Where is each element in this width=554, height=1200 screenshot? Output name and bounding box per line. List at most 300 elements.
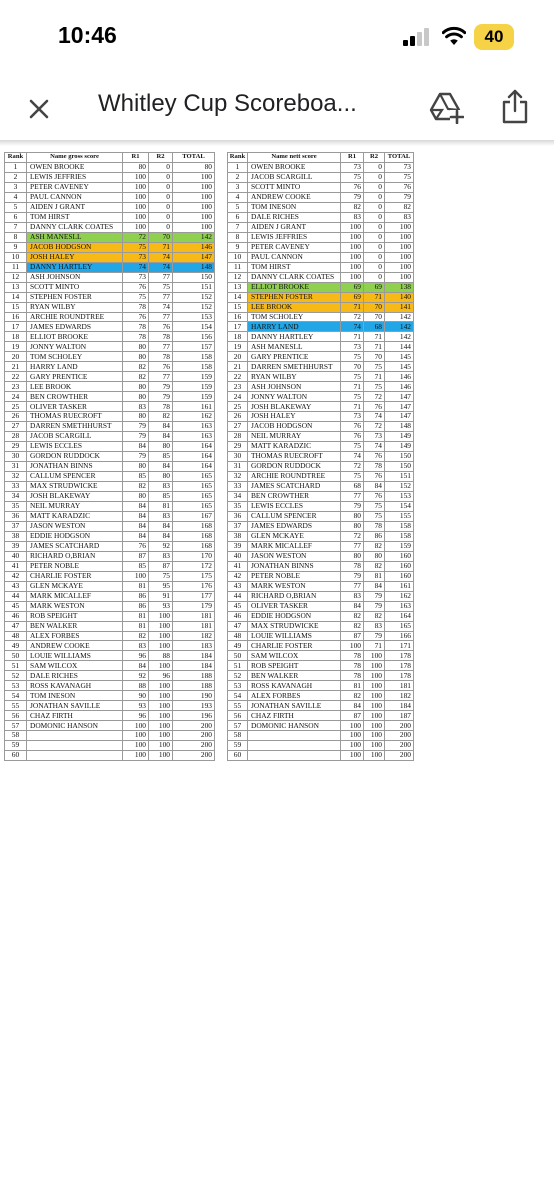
player-name-cell: RICHARD O,BRIAN: [248, 591, 341, 601]
table-row: [228, 352, 414, 362]
r2-cell: 100: [149, 741, 173, 751]
player-name-cell: JONATHAN BINNS: [27, 462, 123, 472]
table-row: [5, 521, 215, 531]
r2-cell: 100: [149, 681, 173, 691]
r2-cell: 87: [149, 561, 173, 571]
r2-cell: 71: [364, 342, 385, 352]
gross-score-table: [4, 152, 215, 761]
r1-cell: 80: [123, 392, 149, 402]
status-time: 10:46: [58, 22, 117, 48]
table-row: [5, 751, 215, 761]
player-name-cell: MAX STRUDWICKE: [248, 621, 341, 631]
r2-cell: 100: [364, 741, 385, 751]
r2-cell: 85: [149, 452, 173, 462]
r2-cell: 83: [149, 511, 173, 521]
rank-cell: 23: [5, 382, 27, 392]
player-name-cell: NEIL MURRAY: [27, 501, 123, 511]
r1-cell: 87: [341, 711, 364, 721]
r1-cell: 80: [341, 521, 364, 531]
rank-cell: 36: [228, 511, 248, 521]
r2-cell: 0: [364, 202, 385, 212]
r1-cell: 82: [341, 621, 364, 631]
r1-cell: 75: [123, 242, 149, 252]
rank-cell: 23: [228, 382, 248, 392]
rank-cell: 59: [228, 741, 248, 751]
total-cell: 148: [173, 262, 215, 272]
total-cell: 155: [385, 511, 414, 521]
table-row: [228, 172, 414, 182]
rank-cell: 33: [5, 481, 27, 491]
player-name-cell: [27, 741, 123, 751]
close-icon[interactable]: [22, 92, 56, 126]
r1-cell: 72: [123, 232, 149, 242]
rank-cell: 38: [228, 531, 248, 541]
r1-cell: 80: [341, 511, 364, 521]
rank-cell: 1: [5, 162, 27, 172]
table-row: [5, 172, 215, 182]
r2-cell: 83: [149, 551, 173, 561]
rank-cell: 11: [5, 262, 27, 272]
r2-cell: 82: [364, 541, 385, 551]
total-cell: 176: [173, 581, 215, 591]
r2-cell: 74: [149, 252, 173, 262]
r2-cell: 0: [149, 222, 173, 232]
player-name-cell: JONATHAN BINNS: [248, 561, 341, 571]
rank-cell: 12: [5, 272, 27, 282]
player-name-cell: JOSH BLAKEWAY: [27, 491, 123, 501]
table-row: [228, 442, 414, 452]
table-row: [228, 302, 414, 312]
r2-cell: 82: [364, 561, 385, 571]
r1-cell: 76: [123, 312, 149, 322]
rank-cell: 34: [228, 491, 248, 501]
total-cell: 165: [173, 472, 215, 482]
rank-cell: 49: [228, 641, 248, 651]
rank-cell: 20: [228, 352, 248, 362]
rank-cell: 17: [228, 322, 248, 332]
rank-cell: 3: [228, 182, 248, 192]
player-name-cell: JAMES EDWARDS: [248, 521, 341, 531]
table-row: [5, 222, 215, 232]
table-row: [5, 412, 215, 422]
r1-cell: 71: [341, 382, 364, 392]
table-row: [5, 571, 215, 581]
player-name-cell: [248, 751, 341, 761]
table-row: [228, 541, 414, 551]
rank-cell: 24: [228, 392, 248, 402]
table-row: [5, 162, 215, 172]
player-name-cell: SCOTT MINTO: [27, 282, 123, 292]
player-name-cell: EDDIE HODGSON: [248, 611, 341, 621]
table-row: [228, 312, 414, 322]
table-row: [228, 601, 414, 611]
rank-cell: 17: [5, 322, 27, 332]
table-row: [5, 262, 215, 272]
total-cell: 147: [385, 412, 414, 422]
player-name-cell: MAX STRUDWICKE: [27, 481, 123, 491]
total-cell: 163: [173, 422, 215, 432]
total-cell: 152: [173, 292, 215, 302]
r2-cell: 74: [364, 412, 385, 422]
r2-cell: 0: [364, 212, 385, 222]
rank-cell: 37: [5, 521, 27, 531]
r1-cell: 81: [123, 621, 149, 631]
total-cell: 142: [385, 312, 414, 322]
table-row: [5, 372, 215, 382]
r2-cell: 88: [149, 651, 173, 661]
document-title: Whitley Cup Scoreboa...: [98, 90, 357, 117]
player-name-cell: BEN CROWTHER: [248, 491, 341, 501]
rank-cell: 19: [228, 342, 248, 352]
player-name-cell: GORDON RUDDOCK: [248, 462, 341, 472]
player-name-cell: ASH MANESLL: [27, 232, 123, 242]
table-row: [5, 452, 215, 462]
player-name-cell: JAMES SCATCHARD: [27, 541, 123, 551]
player-name-cell: PETER NOBLE: [248, 571, 341, 581]
player-name-cell: TOM SCHOLEY: [248, 312, 341, 322]
table-row: [5, 681, 215, 691]
rank-cell: 40: [228, 551, 248, 561]
player-name-cell: GLEN MCKAYE: [248, 531, 341, 541]
player-name-cell: CALLUM SPENCER: [248, 511, 341, 521]
total-cell: 147: [173, 252, 215, 262]
r2-cell: 78: [149, 332, 173, 342]
total-cell: 146: [385, 372, 414, 382]
table-row: [228, 551, 414, 561]
r1-cell: 100: [123, 222, 149, 232]
r1-cell: 100: [123, 721, 149, 731]
player-name-cell: TOM HIRST: [27, 212, 123, 222]
col-name: Name gross score: [27, 153, 123, 163]
r1-cell: 75: [341, 352, 364, 362]
gross-table-body: [5, 162, 215, 760]
add-to-drive-icon[interactable]: [428, 90, 464, 124]
table-row: [5, 242, 215, 252]
r2-cell: 76: [364, 402, 385, 412]
player-name-cell: MARK MICALLEF: [27, 591, 123, 601]
rank-cell: 9: [228, 242, 248, 252]
r2-cell: 100: [364, 671, 385, 681]
table-row: [5, 352, 215, 362]
table-row: [5, 491, 215, 501]
rank-cell: 55: [5, 701, 27, 711]
player-name-cell: JAMES SCATCHARD: [248, 481, 341, 491]
r2-cell: 100: [364, 731, 385, 741]
player-name-cell: ALEX FORBES: [27, 631, 123, 641]
player-name-cell: ANDREW COOKE: [27, 641, 123, 651]
r1-cell: 75: [341, 172, 364, 182]
r1-cell: 78: [123, 302, 149, 312]
total-cell: 100: [173, 192, 215, 202]
rank-cell: 35: [228, 501, 248, 511]
table-row: [5, 282, 215, 292]
r2-cell: 100: [364, 691, 385, 701]
r1-cell: 79: [123, 422, 149, 432]
total-cell: 159: [385, 541, 414, 551]
player-name-cell: HARRY LAND: [248, 322, 341, 332]
total-cell: 166: [385, 631, 414, 641]
total-cell: 100: [385, 272, 414, 282]
share-icon[interactable]: [500, 88, 530, 124]
r2-cell: 93: [149, 601, 173, 611]
table-row: [5, 392, 215, 402]
rank-cell: 14: [5, 292, 27, 302]
total-cell: 170: [173, 551, 215, 561]
player-name-cell: DANNY HARTLEY: [248, 332, 341, 342]
rank-cell: 25: [5, 402, 27, 412]
r1-cell: 78: [123, 322, 149, 332]
r2-cell: 74: [149, 302, 173, 312]
player-name-cell: CHAZ FIRTH: [248, 711, 341, 721]
table-row: [228, 432, 414, 442]
nett-table-body: [228, 162, 414, 760]
rank-cell: 57: [5, 721, 27, 731]
player-name-cell: ASH JOHNSON: [248, 382, 341, 392]
gross-header-row: [5, 153, 215, 163]
nett-score-table: [227, 152, 414, 761]
total-cell: 142: [385, 332, 414, 342]
rank-cell: 28: [228, 432, 248, 442]
rank-cell: 3: [5, 182, 27, 192]
total-cell: 149: [385, 432, 414, 442]
r1-cell: 83: [341, 212, 364, 222]
r1-cell: 69: [341, 292, 364, 302]
rank-cell: 26: [5, 412, 27, 422]
total-cell: 100: [385, 242, 414, 252]
r1-cell: 100: [123, 571, 149, 581]
rank-cell: 36: [5, 511, 27, 521]
r2-cell: 78: [364, 462, 385, 472]
player-name-cell: STEPHEN FOSTER: [27, 292, 123, 302]
table-row: [228, 591, 414, 601]
rank-cell: 22: [5, 372, 27, 382]
r2-cell: 0: [149, 202, 173, 212]
r1-cell: 71: [341, 402, 364, 412]
r1-cell: 80: [123, 491, 149, 501]
r2-cell: 95: [149, 581, 173, 591]
col-rank: Rank: [5, 153, 27, 163]
r2-cell: 100: [149, 731, 173, 741]
player-name-cell: PETER NOBLE: [27, 561, 123, 571]
r2-cell: 100: [149, 661, 173, 671]
table-row: [5, 741, 215, 751]
rank-cell: 15: [228, 302, 248, 312]
table-row: [228, 671, 414, 681]
r1-cell: 80: [341, 551, 364, 561]
player-name-cell: ROSS KAVANAGH: [248, 681, 341, 691]
r1-cell: 100: [341, 741, 364, 751]
rank-cell: 2: [5, 172, 27, 182]
rank-cell: 44: [5, 591, 27, 601]
table-row: [5, 382, 215, 392]
total-cell: 196: [173, 711, 215, 721]
r2-cell: 100: [149, 621, 173, 631]
rank-cell: 8: [5, 232, 27, 242]
table-row: [5, 312, 215, 322]
r1-cell: 87: [341, 631, 364, 641]
rank-cell: 24: [5, 392, 27, 402]
total-cell: 100: [173, 172, 215, 182]
rank-cell: 5: [5, 202, 27, 212]
r2-cell: 100: [149, 611, 173, 621]
viewer-toolbar: [0, 78, 554, 138]
r1-cell: 93: [123, 701, 149, 711]
rank-cell: 51: [228, 661, 248, 671]
table-row: [5, 322, 215, 332]
rank-cell: 2: [228, 172, 248, 182]
total-cell: 164: [173, 462, 215, 472]
table-row: [228, 272, 414, 282]
r1-cell: 88: [123, 681, 149, 691]
total-cell: 181: [385, 681, 414, 691]
rank-cell: 19: [5, 342, 27, 352]
table-row: [228, 382, 414, 392]
table-row: [5, 232, 215, 242]
r1-cell: 75: [341, 372, 364, 382]
total-cell: 142: [385, 322, 414, 332]
player-name-cell: LEE BROOK: [27, 382, 123, 392]
player-name-cell: DARREN SMETHHURST: [248, 362, 341, 372]
r1-cell: 73: [123, 252, 149, 262]
rank-cell: 20: [5, 352, 27, 362]
table-row: [228, 731, 414, 741]
rank-cell: 9: [5, 242, 27, 252]
player-name-cell: MATT KARADZIC: [248, 442, 341, 452]
rank-cell: 39: [228, 541, 248, 551]
total-cell: 82: [385, 202, 414, 212]
r1-cell: 81: [123, 581, 149, 591]
table-row: [228, 462, 414, 472]
r1-cell: 80: [123, 412, 149, 422]
player-name-cell: EDDIE HODGSON: [27, 531, 123, 541]
table-row: [5, 362, 215, 372]
r2-cell: 100: [149, 691, 173, 701]
total-cell: 181: [173, 621, 215, 631]
player-name-cell: JAMES EDWARDS: [27, 322, 123, 332]
r1-cell: 71: [341, 302, 364, 312]
total-cell: 152: [385, 481, 414, 491]
rank-cell: 38: [5, 531, 27, 541]
total-cell: 160: [385, 571, 414, 581]
table-row: [228, 491, 414, 501]
r2-cell: 68: [364, 322, 385, 332]
r1-cell: 76: [123, 541, 149, 551]
table-row: [228, 372, 414, 382]
r1-cell: 77: [341, 491, 364, 501]
player-name-cell: ARCHIE ROUNDTREE: [27, 312, 123, 322]
r2-cell: 79: [364, 601, 385, 611]
table-row: [228, 222, 414, 232]
table-row: [5, 671, 215, 681]
r2-cell: 0: [149, 162, 173, 172]
table-row: [5, 631, 215, 641]
r2-cell: 92: [149, 541, 173, 551]
r2-cell: 96: [149, 671, 173, 681]
r2-cell: 0: [149, 182, 173, 192]
table-row: [228, 681, 414, 691]
total-cell: 172: [173, 561, 215, 571]
r2-cell: 0: [149, 192, 173, 202]
r2-cell: 0: [364, 242, 385, 252]
player-name-cell: LEWIS JEFFRIES: [27, 172, 123, 182]
total-cell: 163: [173, 432, 215, 442]
table-row: [228, 362, 414, 372]
rank-cell: 34: [5, 491, 27, 501]
player-name-cell: PAUL CANNON: [27, 192, 123, 202]
player-name-cell: JOSH HALEY: [27, 252, 123, 262]
r1-cell: 85: [123, 561, 149, 571]
rank-cell: 4: [228, 192, 248, 202]
table-row: [5, 332, 215, 342]
table-row: [5, 182, 215, 192]
total-cell: 171: [385, 641, 414, 651]
rank-cell: 50: [5, 651, 27, 661]
table-row: [5, 212, 215, 222]
player-name-cell: OWEN BROOKE: [248, 162, 341, 172]
total-cell: 79: [385, 192, 414, 202]
total-cell: 150: [173, 272, 215, 282]
total-cell: 147: [385, 402, 414, 412]
total-cell: 160: [385, 551, 414, 561]
player-name-cell: JACOB HODGSON: [248, 422, 341, 432]
total-cell: 177: [173, 591, 215, 601]
r2-cell: 79: [149, 382, 173, 392]
total-cell: 159: [173, 372, 215, 382]
rank-cell: 43: [5, 581, 27, 591]
total-cell: 158: [385, 531, 414, 541]
r2-cell: 0: [364, 162, 385, 172]
total-cell: 190: [173, 691, 215, 701]
table-row: [5, 541, 215, 551]
rank-cell: 49: [5, 641, 27, 651]
r2-cell: 0: [364, 262, 385, 272]
r1-cell: 78: [341, 661, 364, 671]
r2-cell: 71: [364, 372, 385, 382]
total-cell: 159: [173, 392, 215, 402]
player-name-cell: AIDEN J GRANT: [27, 202, 123, 212]
rank-cell: 60: [5, 751, 27, 761]
rank-cell: 11: [228, 262, 248, 272]
col-total: TOTAL: [173, 153, 215, 163]
r1-cell: 82: [123, 362, 149, 372]
player-name-cell: HARRY LAND: [27, 362, 123, 372]
total-cell: 182: [173, 631, 215, 641]
player-name-cell: CHARLIE FOSTER: [27, 571, 123, 581]
r2-cell: 75: [364, 362, 385, 372]
player-name-cell: RYAN WILBY: [248, 372, 341, 382]
r2-cell: 79: [364, 631, 385, 641]
rank-cell: 59: [5, 741, 27, 751]
r1-cell: 74: [341, 322, 364, 332]
r1-cell: 78: [341, 671, 364, 681]
total-cell: 148: [385, 422, 414, 432]
total-cell: 200: [173, 741, 215, 751]
r2-cell: 80: [149, 472, 173, 482]
r2-cell: 71: [364, 292, 385, 302]
r2-cell: 75: [149, 282, 173, 292]
r1-cell: 83: [341, 591, 364, 601]
r1-cell: 78: [341, 561, 364, 571]
player-name-cell: PAUL CANNON: [248, 252, 341, 262]
table-row: [5, 561, 215, 571]
r2-cell: 79: [364, 591, 385, 601]
player-name-cell: LOUIE WILLIAMS: [27, 651, 123, 661]
table-row: [5, 462, 215, 472]
r2-cell: 84: [149, 521, 173, 531]
wifi-icon: [442, 26, 466, 46]
table-row: [228, 751, 414, 761]
rank-cell: 52: [228, 671, 248, 681]
